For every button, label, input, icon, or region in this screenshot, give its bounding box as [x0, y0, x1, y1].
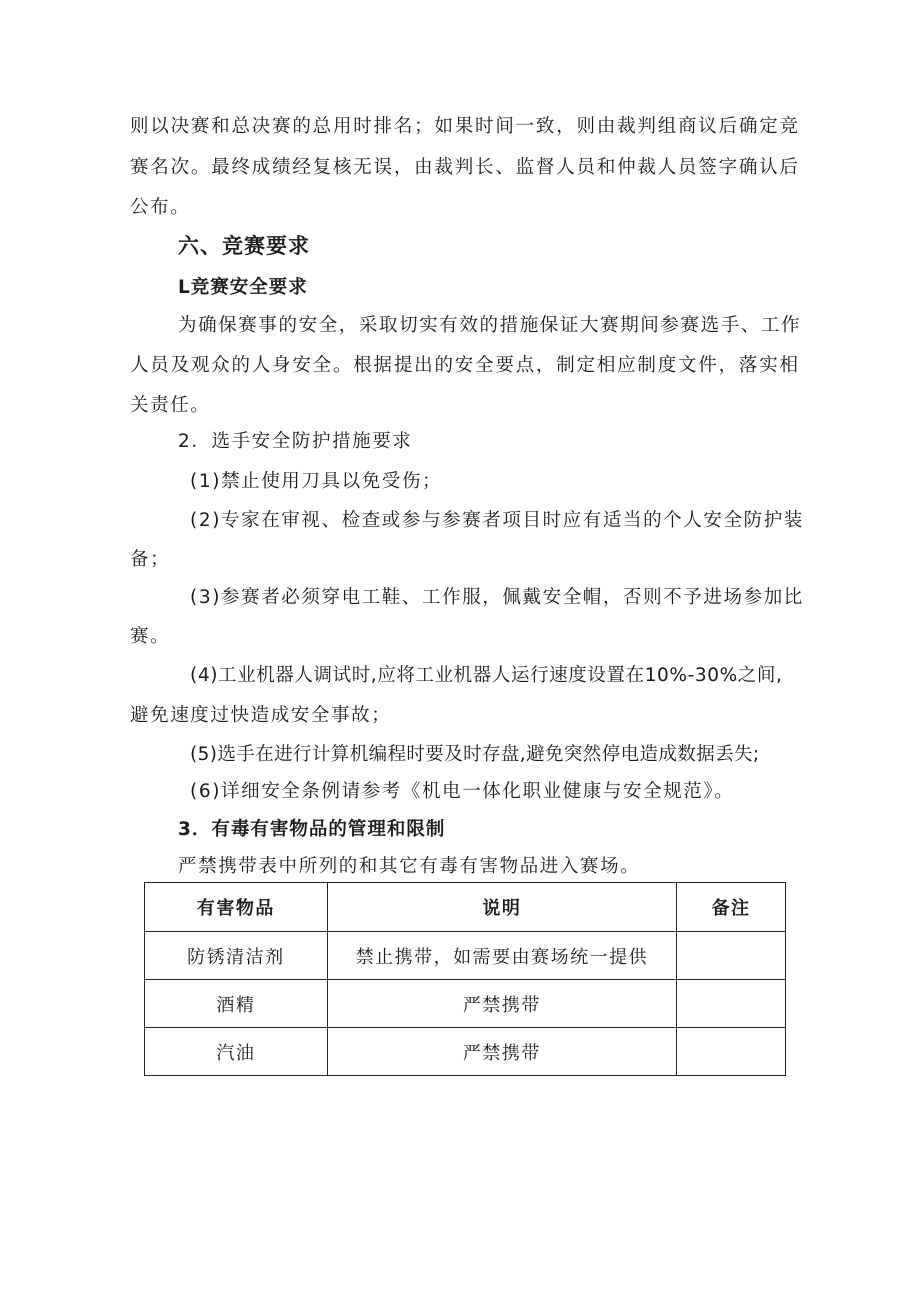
safety-paragraph-line-2: 人员及观众的人身安全。根据提出的安全要点，制定相应制度文件，落实相 — [130, 355, 798, 376]
safety-paragraph-line-3: 关责任。 — [130, 395, 211, 416]
table-header-row — [145, 883, 786, 932]
protection-item-4-line-1: (4)工业机器人调试时,应将工业机器人运行速度设置在10%-30%之间, — [190, 665, 783, 686]
hazard-heading: 3．有毒有害物品的管理和限制 — [178, 819, 446, 840]
table-row — [145, 932, 786, 980]
intro-paragraph-line-1: 则以决赛和总决赛的总用时排名；如果时间一致，则由裁判组商议后确定竞 — [130, 116, 798, 137]
header-item: 有害物品 — [145, 883, 328, 932]
table-row — [145, 980, 786, 1028]
protection-item-3-line-2: 赛。 — [130, 626, 171, 647]
header-remark: 备注 — [677, 883, 786, 932]
cell-remark — [677, 980, 786, 1028]
protection-item-6: (6)详细安全条例请参考《机电一体化职业健康与安全规范》。 — [190, 781, 735, 802]
intro-paragraph-line-2: 赛名次。最终成绩经复核无误，由裁判长、监督人员和仲裁人员签字确认后 — [130, 157, 798, 178]
cell-item: 防锈清洁剂 — [145, 932, 328, 980]
protection-heading: 2．选手安全防护措施要求 — [178, 431, 413, 452]
protection-item-5: (5)选手在进行计算机编程时要及时存盘,避免突然停电造成数据丢失; — [190, 744, 760, 765]
protection-item-3-line-1: (3)参赛者必须穿电工鞋、工作服，佩戴安全帽，否则不予进场参加比 — [190, 587, 804, 608]
header-description: 说明 — [327, 883, 676, 932]
hazard-intro: 严禁携带表中所列的和其它有毒有害物品进入赛场。 — [178, 856, 641, 877]
protection-item-2-line-2: 备； — [130, 549, 171, 570]
hazard-table — [144, 882, 786, 1076]
protection-item-1: (1)禁止使用刀具以免受伤； — [190, 471, 443, 492]
cell-description: 严禁携带 — [327, 980, 676, 1028]
cell-description: 严禁携带 — [327, 1028, 676, 1076]
protection-item-2-line-1: (2)专家在审视、检查或参与参赛者项目时应有适当的个人安全防护装 — [190, 510, 804, 531]
safety-heading: L竞赛安全要求 — [178, 277, 308, 298]
cell-remark — [677, 1028, 786, 1076]
cell-item: 酒精 — [145, 980, 328, 1028]
cell-description: 禁止携带，如需要由赛场统一提供 — [327, 932, 676, 980]
cell-item: 汽油 — [145, 1028, 328, 1076]
intro-paragraph-line-3: 公布。 — [130, 197, 191, 218]
protection-item-4-line-2: 避免速度过快造成安全事故； — [130, 705, 392, 726]
safety-paragraph-line-1: 为确保赛事的安全，采取切实有效的措施保证大赛期间参赛选手、工作 — [178, 315, 802, 336]
cell-remark — [677, 932, 786, 980]
section-title: 六、竞赛要求 — [178, 234, 310, 258]
table-row — [145, 1028, 786, 1076]
